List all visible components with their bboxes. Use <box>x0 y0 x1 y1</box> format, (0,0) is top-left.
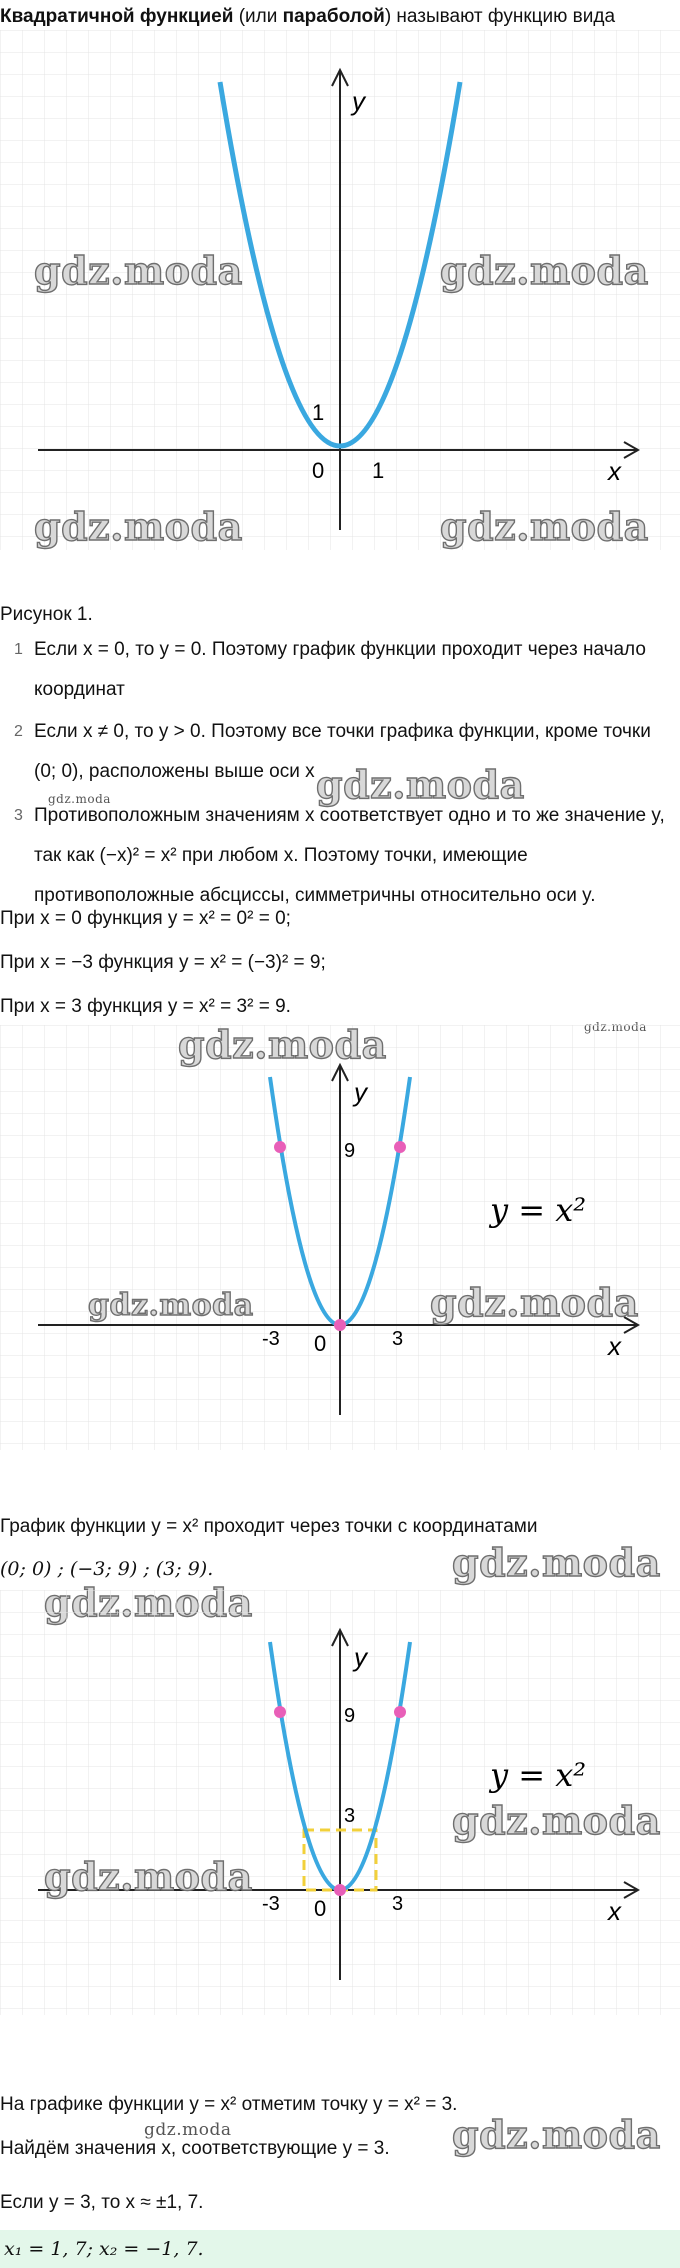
watermark: gdz.moda <box>452 1798 661 1843</box>
list-line: так как (−x)² = x² при любом x. Поэтому точки, имеющие <box>34 845 528 866</box>
watermark: gdz.moda <box>452 2112 661 2157</box>
axis-x-label: x <box>608 1896 621 1926</box>
intro-text <box>0 4 615 30</box>
list-line: Если x ≠ 0, то y > 0. Поэтому все точки графика функции, кроме точки <box>34 721 651 742</box>
watermark: gdz.moda <box>430 1280 639 1325</box>
formula-label: y = x² <box>490 1191 587 1229</box>
watermark: gdz.moda <box>452 1540 661 1585</box>
intro-mid2: ) называют функцию вида <box>384 6 616 27</box>
list-line: координат <box>34 679 125 700</box>
watermark: gdz.moda <box>144 2120 232 2140</box>
points-text: График функции y = x² проходит через точки с координатами <box>0 1516 538 1537</box>
tick-y-9: 9 <box>344 1705 356 1727</box>
tick-y-1: 1 <box>312 400 325 425</box>
watermark: gdz.moda <box>44 1854 253 1899</box>
axis-y-label: y <box>354 1642 367 1672</box>
list-number: 1 <box>14 641 23 658</box>
watermark: gdz.moda <box>34 248 243 293</box>
tick-y-9: 9 <box>344 1140 356 1162</box>
point-3-9 <box>394 1141 406 1153</box>
axis-x-label: x <box>608 456 621 486</box>
figure-1 <box>0 30 680 560</box>
watermark: gdz.moda <box>178 1022 387 1067</box>
origin-label: 0 <box>314 1331 327 1356</box>
point-3-9 <box>394 1706 406 1718</box>
final-line: На графике функции y = x² отметим точку y = x² = 3. <box>0 2094 458 2115</box>
origin-label: 0 <box>312 458 325 483</box>
figure-caption: Рисунок 1. <box>0 604 93 625</box>
calc-line: При x = 3 функция y = x² = 3² = 9. <box>0 996 291 1017</box>
point-neg3-9 <box>274 1706 286 1718</box>
points-list: (0; 0) ; (−3; 9) ; (3; 9). <box>0 1558 214 1580</box>
list-line: Противоположным значениям x соответствует одно и то же значение y, <box>34 805 665 826</box>
watermark: gdz.moda <box>440 504 649 549</box>
final-line: Найдём значения x, соответствующие y = 3. <box>0 2138 390 2159</box>
watermark: gdz.moda <box>88 1288 254 1323</box>
watermark: gdz.moda <box>316 762 525 807</box>
calc-line: При x = −3 функция y = x² = (−3)² = 9; <box>0 952 326 973</box>
term-parabola: параболой <box>282 6 385 27</box>
tick-x-3: 3 <box>392 1893 404 1915</box>
formula-label: y = x² <box>490 1756 587 1794</box>
answer-line: x₁ = 1, 7; x₂ = −1, 7. <box>4 2238 204 2260</box>
axis-y-label: y <box>354 1077 367 1107</box>
watermark: gdz.moda <box>34 504 243 549</box>
axis-x-label: x <box>608 1331 621 1361</box>
tick-x-neg3: -3 <box>262 1893 280 1915</box>
point-origin <box>334 1884 346 1896</box>
watermark: gdz.moda <box>440 248 649 293</box>
point-origin <box>334 1319 346 1331</box>
watermark: gdz.moda <box>48 792 111 806</box>
tick-x-1: 1 <box>372 458 385 483</box>
point-neg3-9 <box>274 1141 286 1153</box>
figure-2 <box>0 1025 680 1465</box>
tick-x-3: 3 <box>392 1328 404 1350</box>
term-quadratic: Квадратичной функцией <box>0 6 234 27</box>
list-line: Если x = 0, то y = 0. Поэтому график функции проходит через начало <box>34 639 646 660</box>
list-line: (0; 0), расположены выше оси x <box>34 761 315 782</box>
intro-mid1: (или <box>233 6 283 27</box>
list-number: 3 <box>14 807 23 824</box>
origin-label: 0 <box>314 1896 327 1921</box>
axis-y-label: y <box>352 86 365 116</box>
list-line: противоположные абсциссы, симметричны относительно оси y. <box>34 885 596 906</box>
calc-line: При x = 0 функция y = x² = 0² = 0; <box>0 908 291 929</box>
tick-y-3: 3 <box>344 1805 356 1827</box>
list-number: 2 <box>14 723 23 740</box>
tick-x-neg3: -3 <box>262 1328 280 1350</box>
final-line: Если y = 3, то x ≈ ±1, 7. <box>0 2192 204 2213</box>
